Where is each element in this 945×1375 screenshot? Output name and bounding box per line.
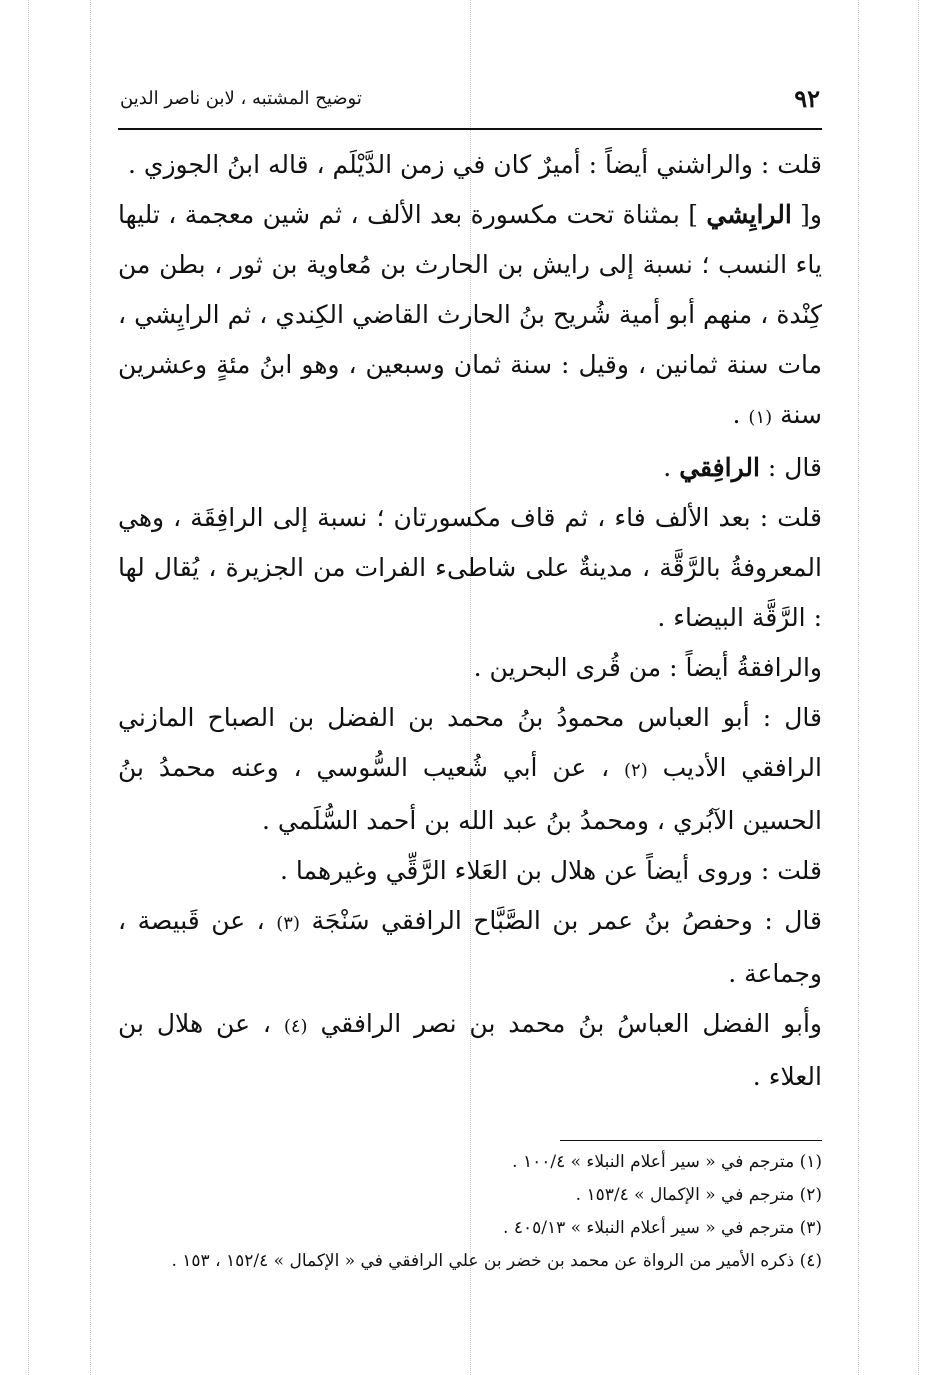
paragraph: وأبو الفضل العباسُ بنُ محمد بن نصر الرافقي (٤) ، عن هلال بن العلاء . <box>118 1009 822 1091</box>
footnote-marker: (١) <box>748 407 773 428</box>
paragraph: قلت : وروى أيضاً عن هلال بن العَلاء الرَّقِّي وغيرهما . <box>280 856 822 885</box>
main-text <box>118 140 822 1102</box>
entry-heading: الرافِقي <box>679 453 760 482</box>
scan-dotted-guide <box>90 0 91 1375</box>
footnote: (١) مترجم في « سير أعلام النبلاء » ١٠٠/٤ . <box>512 1152 822 1172</box>
scan-dotted-guide <box>858 0 859 1375</box>
paragraph: قال : وحفصُ بنُ عمر بن الصَّبَّاح الرافقي سَنْجَة (٣) ، عن قَبيصة ، وجماعة . <box>118 906 822 988</box>
paragraph-entry-raishi: و[ الرايِشي ] بمثناة تحت مكسورة بعد الألف ، ثم شين معجمة ، تليها ياء النسب ؛ نسبة إلى رايش بن الحارث بن مُعاوية بن ثور ، بطن من كِنْدة ، منهم أبو أمية شُريح بنُ الحارث القاضي الكِندي ، ثم الرايِشي ، مات سنة ثمانين ، وقيل : سنة ثمان وسبعين ، وهو ابنُ مئةٍ وعشرين سنة (١) . <box>118 200 822 429</box>
paragraph: قلت : والراشني أيضاً : أميرٌ كان في زمن الدَّيْلَم ، قاله ابنُ الجوزي . <box>128 150 822 179</box>
footnote-marker: (٤) <box>283 1016 308 1037</box>
footnotes <box>118 1146 822 1278</box>
entry-heading: الرايِشي <box>706 200 792 229</box>
header-rule <box>118 128 822 130</box>
footnote-marker: (٣) <box>276 913 300 934</box>
page-number: ٩٢ <box>794 84 820 113</box>
scan-dotted-guide <box>918 0 919 1375</box>
scan-dotted-guide <box>28 0 29 1375</box>
paragraph: قال : أبو العباس محمودُ بنُ محمد بن الفضل بن الصباح المازني الرافقي الأديب (٢) ، عن أبي شُعيب السُّوسي ، وعنه محمدُ بنُ الحسين الآبُري ، ومحمدُ بنُ عبد الله بن أحمد السُّلَمي . <box>118 703 822 835</box>
footnote: (٣) مترجم في « سير أعلام النبلاء » ٤٠٥/١٣ . <box>503 1218 822 1238</box>
footnote-marker: (٢) <box>624 760 648 781</box>
page-header <box>120 84 820 120</box>
paragraph: قلت : بعد الألف فاء ، ثم قاف مكسورتان ؛ نسبة إلى الرافِقَة ، وهي المعروفةُ بالرَّقَّة ، مدينةٌ على شاطىء الفرات من الجزيرة ، يُقال لها : الرَّقَّة البيضاء . <box>118 503 822 632</box>
paragraph: والرافقةُ أيضاً : من قُرى البحرين . <box>473 653 822 682</box>
footnote-rule <box>560 1140 822 1141</box>
running-title: توضيح المشتبه ، لابن ناصر الدين <box>120 88 362 109</box>
footnote: (٢) مترجم في « الإكمال » ١٥٣/٤ . <box>575 1185 822 1205</box>
paragraph-entry-rafiqi: قال : الرافِقي . <box>663 453 822 482</box>
footnote: (٤) ذكره الأمير من الرواة عن محمد بن خضر بن علي الرافقي في « الإكمال » ١٥٢/٤ ، ١٥٣ . <box>171 1251 822 1271</box>
